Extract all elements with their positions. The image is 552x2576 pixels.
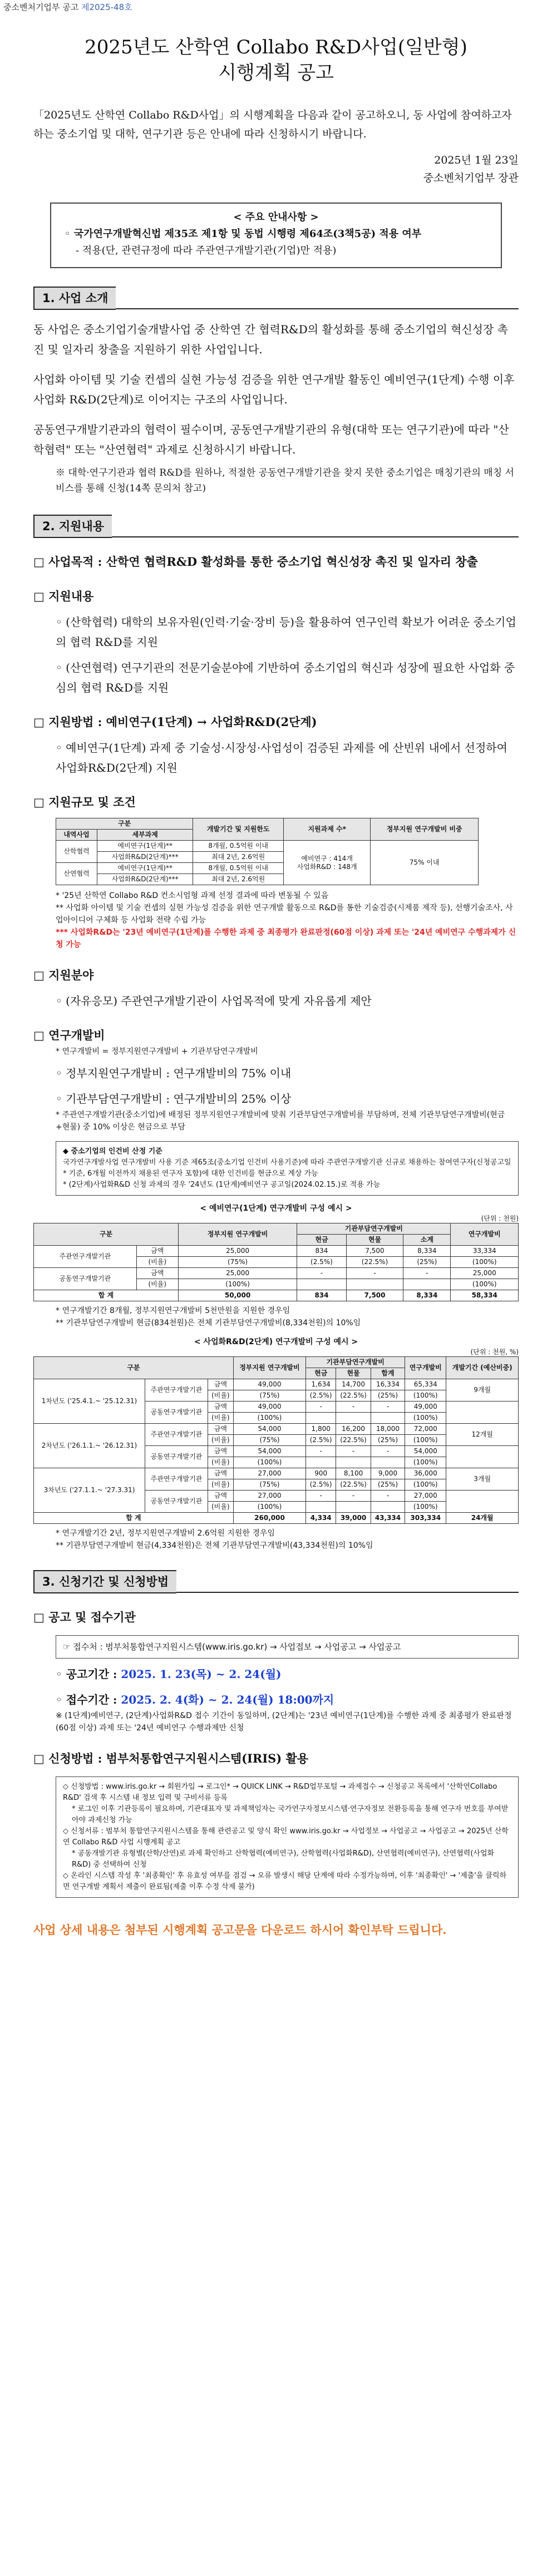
table-total-label: 합 계 <box>34 1290 179 1301</box>
table-cell: (25%) <box>371 1435 405 1446</box>
table-header: 정부지원 연구개발비 비중 <box>371 818 479 841</box>
table-cell: 25,000 <box>178 1246 297 1257</box>
table-cell: 예비연구(1단계)** <box>97 863 193 874</box>
table-header: 정부지원 연구개발비 <box>178 1223 297 1246</box>
table-cell: 834 <box>297 1290 347 1301</box>
table-cell <box>336 1502 371 1513</box>
table-row <box>34 1379 519 1390</box>
table-header: 연구개발비 <box>451 1223 519 1246</box>
table-cell: - <box>336 1401 371 1413</box>
table-cell: (100%) <box>405 1413 446 1424</box>
announcement-body <box>33 0 519 1940</box>
table-cell: (100%) <box>451 1257 519 1268</box>
section-title: 3. 신청기간 및 신청방법 <box>33 1570 176 1593</box>
table-cell: (22.5%) <box>336 1390 371 1401</box>
stage1-budget-table <box>33 1223 519 1301</box>
table-cell: 사업화R&D(2단계)*** <box>97 852 193 863</box>
table-cell: 8,334 <box>403 1290 451 1301</box>
box-title: ◆ 중소기업의 인건비 산정 기준 <box>63 1147 162 1156</box>
table-cell <box>336 1413 371 1424</box>
table-row <box>34 1513 519 1524</box>
table-cell: 예비연구 : 414개 사업화R&D : 148개 <box>284 841 371 885</box>
table-cell: (100%) <box>405 1502 446 1513</box>
table-cell: 54,000 <box>233 1424 305 1435</box>
table-cell: 금액 <box>208 1468 233 1479</box>
title-line-1: 2025년도 산학연 Collabo R&D사업(일반형) <box>85 36 467 58</box>
table-cell: - <box>371 1491 405 1502</box>
table-cell: (비율) <box>208 1457 233 1468</box>
table-note: *** 사업화R&D는 '23년 예비연구(1단계)를 수행한 과제 중 최종평가 완료판정(60점 이상) 과제 또는 '24년 예비연구 수행과제가 신청 가능 <box>56 928 516 949</box>
table-cell: (75%) <box>233 1390 305 1401</box>
table-cell: 65,334 <box>405 1379 446 1390</box>
table-cell: (2.5%) <box>306 1479 336 1491</box>
table-cell: 43,334 <box>371 1513 405 1524</box>
table-cell: 58,334 <box>451 1290 519 1301</box>
table-cell: 예비연구(1단계)** <box>97 841 193 852</box>
hand-pointer-icon: ☞ <box>63 1642 73 1652</box>
budget-heading: □ 연구개발비 <box>33 1028 105 1042</box>
table-cell: 27,000 <box>405 1491 446 1502</box>
table-cell: 8개월, 0.5억원 이내 <box>193 863 284 874</box>
key-notice-box <box>50 203 502 268</box>
scale-heading: □ 지원규모 및 조건 <box>33 795 136 809</box>
table-cell: 16,334 <box>371 1379 405 1390</box>
table-cell: (100%) <box>233 1413 305 1424</box>
table-cell: - <box>336 1491 371 1502</box>
table-cell: (22.5%) <box>336 1479 371 1491</box>
table-header: 정부지원 연구개발비 <box>233 1357 305 1379</box>
table-cell <box>446 1491 519 1513</box>
table-cell: (100%) <box>405 1390 446 1401</box>
support-item-industry: ◦ (산학협력) 대학의 보유자원(인력·기술·장비 등)을 활용하여 연구인력 확보가 어려운 중소기업의 협력 R&D를 지원 <box>56 615 516 649</box>
table-cell: 금액 <box>136 1246 178 1257</box>
table3-unit: (단위 : 천원, %) <box>470 1348 519 1356</box>
table-cell <box>403 1279 451 1290</box>
table-row <box>34 1424 519 1435</box>
table-cell: (100%) <box>405 1479 446 1491</box>
table-cell: 834 <box>297 1246 347 1257</box>
table-cell: - <box>403 1268 451 1279</box>
support-item-institute: ◦ (산연협력) 연구기관의 전문기술분야에 기반하여 중소기업의 혁신과 성장에 필요한 사업화 중심의 협력 R&D를 지원 <box>56 661 515 694</box>
table-header: 구분 <box>34 1223 179 1246</box>
table-cell: - <box>306 1401 336 1413</box>
table-cell: 18,000 <box>371 1424 405 1435</box>
budget-note: * 주관연구개발기관(중소기업)에 배정된 정부지원연구개발비에 맞춰 기관부담연구개발비를 부담하며, 전체 기관부담연구개발비(현금+현물) 중 10% 이상은 현금으로 부담 <box>56 1111 505 1132</box>
method-heading-iris: □ 신청방법 : 범부처통합연구지원시스템(IRIS) 활용 <box>33 1751 309 1765</box>
table-note: ** 사업화 아이템 및 기술 컨셉의 실현 가능성 검증을 위한 연구개발 활동으로 R&D를 통한 기술검증(시제품 제작 등), 선행기술조사, 사업아이디어 구체화 등 사업화 전략 수립 가능 <box>56 904 513 925</box>
table-cell: - <box>346 1268 403 1279</box>
table-cell: (2.5%) <box>306 1435 336 1446</box>
section-header-3 <box>33 1571 519 1593</box>
table-cell: 8,334 <box>403 1246 451 1257</box>
step-note: * 공동개발기관 유형별(산학/산연)로 과제 확인하고 산학협력(예비연구), 산학협력(사업화R&D), 산연협력(예비연구), 산연협력(사업화R&D) 중 선택하여 신청 <box>72 1849 495 1869</box>
table-cell: - <box>371 1446 405 1457</box>
reception-box <box>56 1635 519 1659</box>
intro-paragraph: 「2025년도 산학연 Collabo R&D사업」의 시행계획을 다음과 같이 공고하오니, 동 사업에 참여하고자 하는 중소기업 및 대학, 연구기관 등은 안내에 따라 신청하시기 바랍니다. <box>33 109 512 140</box>
notice-title: < 주요 안내사항 > <box>233 211 319 223</box>
table-cell: (100%) <box>451 1279 519 1290</box>
box-note: * (2단계)사업화R&D 신청 과제의 경우 '24년도 (1단계)예비연구 공고일(2024.02.15.)로 적용 가능 <box>63 1181 381 1189</box>
announcement-prefix: 중소벤처기업부 공고 <box>3 2 79 12</box>
table-cell: (75%) <box>178 1257 297 1268</box>
field-item: ◦ (자유응모) 주관연구개발기관이 사업목적에 맞게 자유롭게 제안 <box>56 994 372 1008</box>
table-header: 연구개발비 <box>405 1357 446 1379</box>
table-cell: 8,100 <box>336 1468 371 1479</box>
table-cell: 12개월 <box>446 1424 519 1446</box>
table-cell: 50,000 <box>178 1290 297 1301</box>
table-cell: (100%) <box>405 1457 446 1468</box>
table-cell: 3차년도 ('27.1.1.~ '27.3.31) <box>34 1468 145 1513</box>
table3-title: < 사업화R&D(2단계) 연구개발비 구성 예시 > <box>194 1338 358 1346</box>
table-cell: (비율) <box>208 1502 233 1513</box>
table2-title: < 예비연구(1단계) 연구개발비 구성 예시 > <box>200 1204 352 1213</box>
table-cell: (75%) <box>233 1479 305 1491</box>
table-cell: (25%) <box>403 1257 451 1268</box>
table-cell: - <box>306 1446 336 1457</box>
section-header-1 <box>33 287 519 309</box>
table-cell: 8개월, 0.5억원 이내 <box>193 841 284 852</box>
table-cell: 1차년도 ('25.4.1.~ '25.12.31) <box>34 1379 145 1424</box>
notice-item: ◦ 국가연구개발혁신법 제35조 제1항 및 동법 시행령 제64조(3책5공) 적용 여부 <box>65 228 422 240</box>
table-cell: 사업화R&D(2단계)*** <box>97 874 193 885</box>
section1-paragraph-2: 사업화 아이템 및 기술 컨셉의 실현 가능성 검증을 위한 연구개발 활동인 예비연구(1단계) 수행 이후 사업화 R&D(2단계)로 이어지는 구조의 사업입니다. <box>33 373 515 406</box>
budget-org-ratio: ◦ 기관부담연구개발비 : 연구개발비의 25% 이상 <box>56 1092 292 1106</box>
title-line-2: 시행계획 공고 <box>218 62 334 84</box>
download-instruction: 사업 상세 내용은 첨부된 시행계획 공고문을 다운로드 하시어 확인부탁 드립니다. <box>33 1923 447 1937</box>
table-cell: - <box>306 1491 336 1502</box>
table-header: 개발기간 (예산비중) <box>446 1357 519 1379</box>
page-title <box>33 34 519 86</box>
step-item: ◇ 온라인 시스템 작성 후 '최종확인' 후 유효성 여부를 점검 → 오류 발생시 해당 단계에 따라 수정가능하며, 이후 '최종확인' → '제출'을 클릭하면 연구개발 계획서 제출이 완료됨(제출 이후 수정 삭제 불가) <box>63 1872 507 1891</box>
table-cell: 주관연구개발기관 <box>145 1424 208 1446</box>
table-cell: 24개월 <box>446 1513 519 1524</box>
table-cell: 900 <box>306 1468 336 1479</box>
table-header: 내역사업 <box>56 830 97 841</box>
table-header: 기관부담연구개발비 <box>297 1223 451 1235</box>
announcement-code: 제2025-48호 <box>81 2 132 12</box>
table-cell: (비율) <box>136 1257 178 1268</box>
table-cell: 주관연구개발기관 <box>145 1379 208 1401</box>
table-cell: 9개월 <box>446 1379 519 1401</box>
table-cell: 39,000 <box>336 1513 371 1524</box>
table-cell: 33,334 <box>451 1246 519 1257</box>
table-header: 세부과제 <box>97 830 193 841</box>
table-note: * '25년 산학연 Collabo R&D 컨소시엄형 과제 선정 결과에 따라 변동될 수 있음 <box>56 891 329 900</box>
table-cell: (비율) <box>208 1413 233 1424</box>
table-cell: (75%) <box>233 1435 305 1446</box>
table-cell: 금액 <box>208 1379 233 1390</box>
table-cell: 49,000 <box>405 1401 446 1413</box>
table-cell: 1,800 <box>306 1424 336 1435</box>
table-cell: 1,634 <box>306 1379 336 1390</box>
table-cell: (100%) <box>405 1435 446 1446</box>
table-cell: 16,200 <box>336 1424 371 1435</box>
labor-cost-box <box>56 1141 519 1196</box>
table-note: * 연구개발기간 2년, 정부지원연구개발비 2.6억원 지원한 경우임 <box>56 1529 275 1538</box>
table-cell: - <box>371 1401 405 1413</box>
application-period <box>33 1690 519 1710</box>
section1-paragraph-1: 동 사업은 중소기업기술개발사업 중 산학연 간 협력R&D의 활성화를 통해 중소기업의 혁신성장 촉진 및 일자리 창출을 지원하기 위한 사업입니다. <box>33 323 508 356</box>
table-row-label: 주관연구개발기관 <box>34 1246 137 1268</box>
table-row <box>34 1468 519 1479</box>
table-cell: 공동연구개발기관 <box>145 1401 208 1424</box>
table-cell: 303,334 <box>405 1513 446 1524</box>
table-note: ** 기관부담연구개발비 현금(4,334천원)은 전체 기관부담연구개발비(43,334천원)의 10%임 <box>56 1541 373 1550</box>
table-cell: 공동연구개발기관 <box>145 1491 208 1513</box>
table-cell <box>306 1502 336 1513</box>
table-header: 현금 <box>306 1368 336 1379</box>
table-cell: 최대 2년, 2.6억원 <box>193 874 284 885</box>
section1-paragraph-3: 공동연구개발기관과의 협력이 필수이며, 공동연구개발기관의 유형(대학 또는 연구기관)에 따라 "산학협력" 또는 "산연협력" 과제로 신청하시기 바랍니다. <box>33 423 509 456</box>
table-cell: 27,000 <box>233 1468 305 1479</box>
period-note: ※ (1단계)예비연구, (2단계)사업화R&D 접수 기간이 동일하며, (2단계)는 '23년 예비연구(1단계)를 수행한 과제 중 최종평가 완료판정(60점 이상) 과제 또는 '24년 예비연구 수행과제만 신청 <box>56 1711 512 1733</box>
table-cell: 72,000 <box>405 1424 446 1435</box>
table-cell: (100%) <box>233 1502 305 1513</box>
table-cell: (2.5%) <box>297 1257 347 1268</box>
period-label: ◦ 공고기간 : <box>56 1667 117 1681</box>
table-cell: 금액 <box>208 1491 233 1502</box>
box-text: 국가연구개발사업 연구개발비 사용 기준 제65조(중소기업 인건비 사용기준)에 따라 주관연구개발기관 신규로 채용하는 참여연구자(신청공고일* 기준, 6개월 이전까지 채용된 연구자 포함)에 대한 인건비를 현금으로 계상 가능 <box>63 1158 511 1178</box>
step-note: * 로그인 이후 기관등록이 필요하며, 기관대표자 및 과제책임자는 국가연구자정보시스템·연구자정보 전환등록을 통해 연구자 번호를 부여받아야 과제신청 가능 <box>72 1805 509 1824</box>
table-cell: (비율) <box>208 1479 233 1491</box>
table-cell: (100%) <box>178 1279 297 1290</box>
table-cell: (비율) <box>136 1279 178 1290</box>
table-cell <box>371 1457 405 1468</box>
section1-note: ※ 대학·연구기관과 협력 R&D를 원하나, 적절한 공동연구개발기관을 찾지 못한 중소기업은 매칭기관의 매칭 서비스를 통해 신청(14쪽 문의처 참고) <box>56 467 514 494</box>
stage2-budget-table <box>33 1356 519 1524</box>
table-cell <box>446 1401 519 1424</box>
table-header: 기관부담연구개발비 <box>306 1357 405 1368</box>
table-cell: 260,000 <box>233 1513 305 1524</box>
reception-text[interactable]: 접수처 : 범부처통합연구지원시스템(www.iris.go.kr) → 사업접보 → 사업공고 → 사업공고 <box>73 1642 401 1652</box>
method-item: ◦ 예비연구(1단계) 과제 중 기술성·시장성·사업성이 검증된 과제를 에 산빈위 내에서 선정하여 사업화R&D(2단계) 지원 <box>56 741 507 774</box>
support-heading: □ 지원내용 <box>33 589 94 603</box>
table-note: ** 기관부담연구개발비 현금(834천원)은 전체 기관부담연구개발비(8,334천원)의 10%임 <box>56 1319 361 1328</box>
table-cell <box>336 1457 371 1468</box>
table-cell: 75% 이내 <box>371 841 479 885</box>
table-cell: 2차년도 ('26.1.1.~ '26.12.31) <box>34 1424 145 1468</box>
table-cell <box>306 1413 336 1424</box>
table-cell: 25,000 <box>451 1268 519 1279</box>
reception-heading: □ 공고 및 접수기관 <box>33 1610 136 1624</box>
step-item: ◇ 신청서류 : 범부처 통합연구지원시스템을 통해 관련공고 및 양식 확인 www.iris.go.kr → 사업정보 → 사업공고 → 사업공고 → 2025년 산학연 Collabo R&D 사업 시행계획 공고 <box>63 1827 509 1847</box>
table-cell: 54,000 <box>233 1446 305 1457</box>
table-cell: 27,000 <box>233 1491 305 1502</box>
table-cell: - <box>297 1268 347 1279</box>
table-header: 구분 <box>56 818 193 830</box>
table-cell: 공동연구개발기관 <box>145 1446 208 1468</box>
table-cell: 금액 <box>208 1401 233 1413</box>
table-cell: 9,000 <box>371 1468 405 1479</box>
table-cell: 54,000 <box>405 1446 446 1457</box>
table-cell: (25%) <box>371 1479 405 1491</box>
table-cell: 49,000 <box>233 1401 305 1413</box>
table-cell: 산학협력 <box>56 841 97 863</box>
step-item: ◇ 신청방법 : www.iris.go.kr → 회원가입 → 로그인* → QUICK LINK → R&D업무포털 → 과제접수 → 신청공고 목록에서 '산학연Collabo R&D' 검색 후 시스템 내 정보 입력 및 구비서류 등록 <box>63 1783 497 1802</box>
table-cell: 합 계 <box>34 1513 234 1524</box>
budget-formula: * 연구개발비 = 정부지원연구개발비 + 기관부담연구개발비 <box>56 1047 258 1056</box>
notice-subitem: - 적용(단, 관련규정에 따라 주관연구개발기관(기업)만 적용) <box>76 245 337 256</box>
table-cell <box>371 1413 405 1424</box>
table-header: 현금 <box>297 1235 347 1246</box>
section-header-2 <box>33 515 519 537</box>
table-cell <box>371 1502 405 1513</box>
table-header: 개발기간 및 지원한도 <box>193 818 284 841</box>
table-cell: (비율) <box>208 1435 233 1446</box>
table-cell: - <box>336 1446 371 1457</box>
table-cell: 금액 <box>208 1446 233 1457</box>
table-header: 현물 <box>346 1235 403 1246</box>
table-row-label: 공동연구개발기관 <box>34 1268 137 1290</box>
table-cell: 주관연구개발기관 <box>145 1468 208 1491</box>
table-header: 현물 <box>336 1368 371 1379</box>
notice-period <box>33 1664 519 1684</box>
signature-block <box>33 151 519 187</box>
period-value: 2025. 1. 23(목) ~ 2. 24(월) <box>121 1667 282 1681</box>
table-note: * 연구개발기간 8개월, 정부지원연구개발비 5천만원을 지원한 경우임 <box>56 1306 290 1315</box>
table-cell: 산연협력 <box>56 863 97 885</box>
table-cell <box>306 1457 336 1468</box>
table-cell: 금액 <box>136 1268 178 1279</box>
table-cell: 36,000 <box>405 1468 446 1479</box>
support-scale-table <box>56 818 479 885</box>
table-header: 소계 <box>403 1235 451 1246</box>
table-cell: (22.5%) <box>336 1435 371 1446</box>
purpose-heading: □ 사업목적 : 산학연 협력R&D 활성화를 통한 중소기업 혁신성장 촉진 및 일자리 창출 <box>33 555 478 569</box>
table-cell: 49,000 <box>233 1379 305 1390</box>
period-value: 2025. 2. 4(화) ~ 2. 24(월) 18:00까지 <box>121 1693 334 1706</box>
minister-signature: 중소벤처기업부 장관 <box>423 172 519 184</box>
table-cell: (2.5%) <box>306 1390 336 1401</box>
table-cell: 25,000 <box>178 1268 297 1279</box>
table3-body <box>34 1379 519 1524</box>
table-cell <box>297 1279 347 1290</box>
table-header: 지원과제 수* <box>284 818 371 841</box>
table-cell: 최대 2년, 2.6억원 <box>193 852 284 863</box>
table-cell: 7,500 <box>346 1290 403 1301</box>
table-cell: (25%) <box>371 1390 405 1401</box>
announcement-date: 2025년 1월 23일 <box>434 154 519 166</box>
table-cell: 4,334 <box>306 1513 336 1524</box>
table-cell: 금액 <box>208 1424 233 1435</box>
table-cell: 3개월 <box>446 1468 519 1491</box>
field-heading: □ 지원분야 <box>33 968 94 982</box>
application-steps-box <box>56 1776 519 1898</box>
table-cell: (비율) <box>208 1390 233 1401</box>
budget-gov-ratio: ◦ 정부지원연구개발비 : 연구개발비의 75% 이내 <box>56 1067 292 1080</box>
table-header: 합계 <box>371 1368 405 1379</box>
table2-unit: (단위 : 천원) <box>481 1215 519 1222</box>
table-cell: (22.5%) <box>346 1257 403 1268</box>
table-cell <box>446 1446 519 1468</box>
method-heading: □ 지원방법 : 예비연구(1단계) → 사업화R&D(2단계) <box>33 715 317 729</box>
table-cell: (100%) <box>233 1457 305 1468</box>
table-cell <box>346 1279 403 1290</box>
table-cell: 7,500 <box>346 1246 403 1257</box>
period-label: ◦ 접수기간 : <box>56 1693 117 1706</box>
table-cell: 14,700 <box>336 1379 371 1390</box>
section-title: 2. 지원내용 <box>33 515 112 538</box>
section-title: 1. 사업 소개 <box>33 287 116 310</box>
table-header: 구분 <box>34 1357 234 1379</box>
